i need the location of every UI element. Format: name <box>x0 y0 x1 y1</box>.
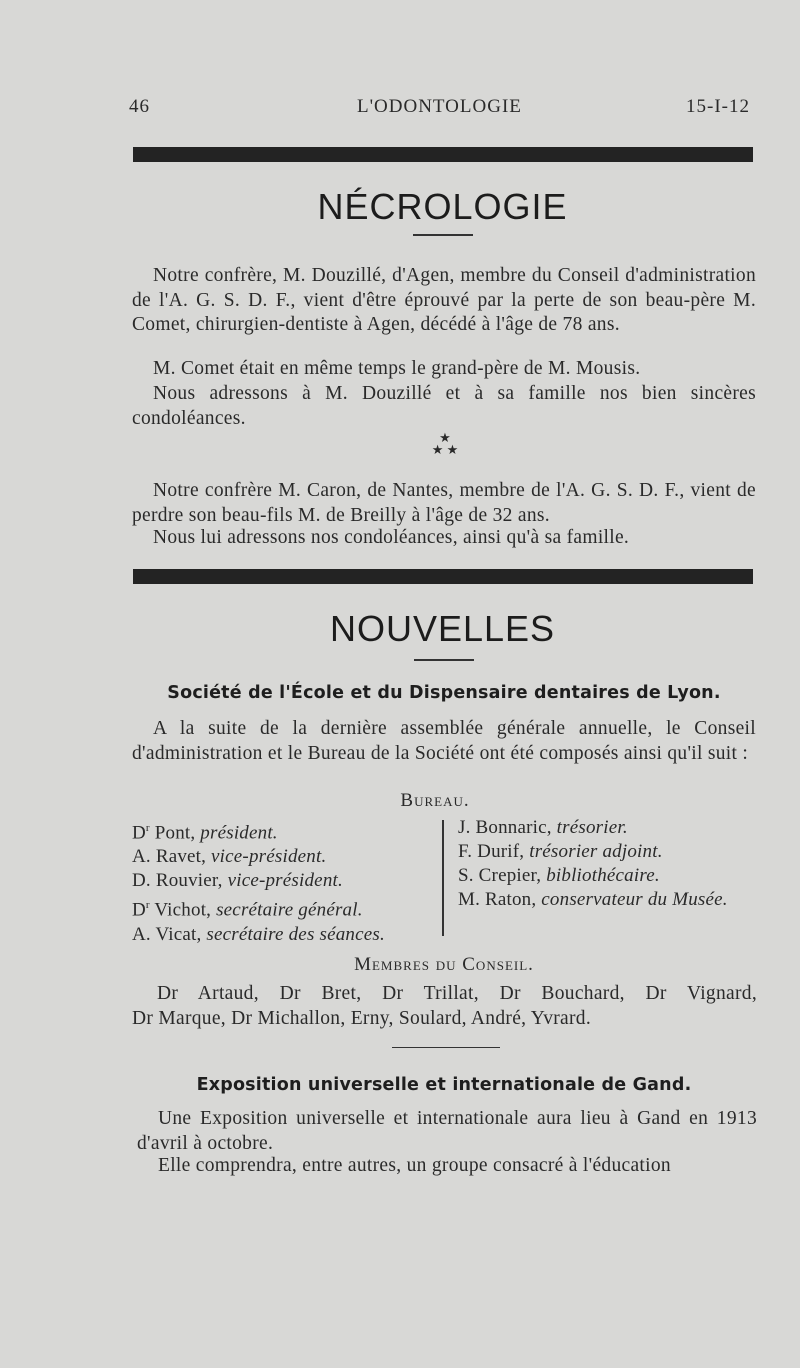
member-prefix: A. <box>132 846 151 868</box>
column-divider <box>442 820 444 936</box>
bureau-right-column <box>458 816 758 912</box>
member-role: vice-président. <box>211 846 327 868</box>
member-role: trésorier. <box>556 817 628 838</box>
necrologie-paragraph-1: Notre confrère, M. Douzillé, d'Agen, membre du Conseil d'administration de l'A. G. S. D. F., vient d'être éprouvé par la perte de son beau-père M. Comet, chirurgien-dentiste à Agen, décédé à l'âge de 78 ans. <box>132 265 756 335</box>
member-role: conservateur du Musée. <box>541 889 728 910</box>
asterism-separator: ★ ★ ★ <box>431 430 459 457</box>
member-role: secrétaire général. <box>216 899 363 921</box>
necrologie-paragraph-2: M. Comet était en même temps le grand-père de M. Mousis. <box>153 358 641 379</box>
title-underline <box>413 234 473 236</box>
necrologie-title: NÉCROLOGIE <box>317 186 568 227</box>
subsection-rule <box>392 1047 500 1048</box>
page-number: 46 <box>129 96 150 117</box>
bureau-member-left <box>132 923 432 947</box>
member-name: Crepier, <box>473 865 547 886</box>
section-rule-middle <box>133 569 753 584</box>
section-heading-lyon: Société de l'École et du Dispensaire dentaires de Lyon. <box>167 683 721 703</box>
necrologie-paragraph-5: Nous lui adressons nos condoléances, ainsi qu'à sa famille. <box>153 527 630 548</box>
bureau-member-left <box>132 816 432 845</box>
nouvelles-title: NOUVELLES <box>329 608 556 649</box>
member-role: vice-président. <box>227 870 343 892</box>
member-role: secrétaire des séances. <box>206 923 385 945</box>
issue-date: 15-I-12 <box>686 96 750 117</box>
gand-paragraph-2: Elle comprendra, entre autres, un groupe consacré à l'éducation <box>158 1155 671 1176</box>
gand-paragraph-1: Une Exposition universelle et internationale aura lieu à Gand en 1913 d'avril à octobre. <box>137 1108 757 1154</box>
lyon-intro: A la suite de la dernière assemblée générale annuelle, le Conseil d'administration et le Bureau de la Société ont été composés ainsi qu'il suit : <box>132 718 756 764</box>
bureau-member-left <box>132 869 432 893</box>
bureau-member-left <box>132 893 432 922</box>
section-rule-top <box>133 147 753 162</box>
necrologie-paragraph-4: Notre confrère M. Caron, de Nantes, membre de l'A. G. S. D. F., vient de perdre son beau-fils M. de Breilly à l'âge de 32 ans. <box>132 480 756 526</box>
member-role: trésorier adjoint. <box>529 841 663 862</box>
member-title-sup: r <box>145 822 150 834</box>
member-name: Durif, <box>472 841 530 862</box>
member-name: Bonnaric, <box>470 817 557 838</box>
conseil-members-line-2: Dr Marque, Dr Michallon, Erny, Soulard, André, Yvrard. <box>132 1008 592 1029</box>
member-title-sup: r <box>145 899 150 912</box>
conseil-label: Membres du Conseil. <box>354 954 534 975</box>
member-name: Pont, <box>149 822 201 844</box>
section-heading-gand: Exposition universelle et internationale de Gand. <box>196 1075 692 1095</box>
member-prefix: D <box>132 822 146 844</box>
member-prefix: F. <box>458 841 473 862</box>
bureau-member-right <box>458 816 758 840</box>
member-prefix: A. <box>132 923 151 945</box>
conseil-members-line-1: Dr Artaud, Dr Bret, Dr Trillat, Dr Bouchard, Dr Vignard, <box>157 983 757 1004</box>
bureau-member-left <box>132 845 432 869</box>
member-name: Rouvier, <box>150 870 228 892</box>
bureau-member-right <box>458 888 758 912</box>
journal-title: L'ODONTOLOGIE <box>357 96 522 117</box>
member-prefix: J. <box>458 817 471 838</box>
bureau-label: Bureau. <box>400 790 470 811</box>
member-prefix: D <box>132 899 146 921</box>
bureau-member-right <box>458 864 758 888</box>
member-role: bibliothécaire. <box>546 865 660 886</box>
bureau-left-column <box>132 816 432 947</box>
member-prefix: D. <box>132 870 151 892</box>
bureau-member-right <box>458 840 758 864</box>
necrologie-paragraph-3: Nous adressons à M. Douzillé et à sa famille nos bien sincères condoléances. <box>132 383 756 429</box>
title-underline <box>414 659 474 661</box>
member-name: Raton, <box>480 889 542 910</box>
member-name: Vichot, <box>149 899 217 921</box>
member-name: Ravet, <box>150 846 212 868</box>
member-role: président. <box>200 822 278 844</box>
member-name: Vicat, <box>150 923 207 945</box>
member-prefix: S. <box>458 865 474 886</box>
member-prefix: M. <box>458 889 481 910</box>
